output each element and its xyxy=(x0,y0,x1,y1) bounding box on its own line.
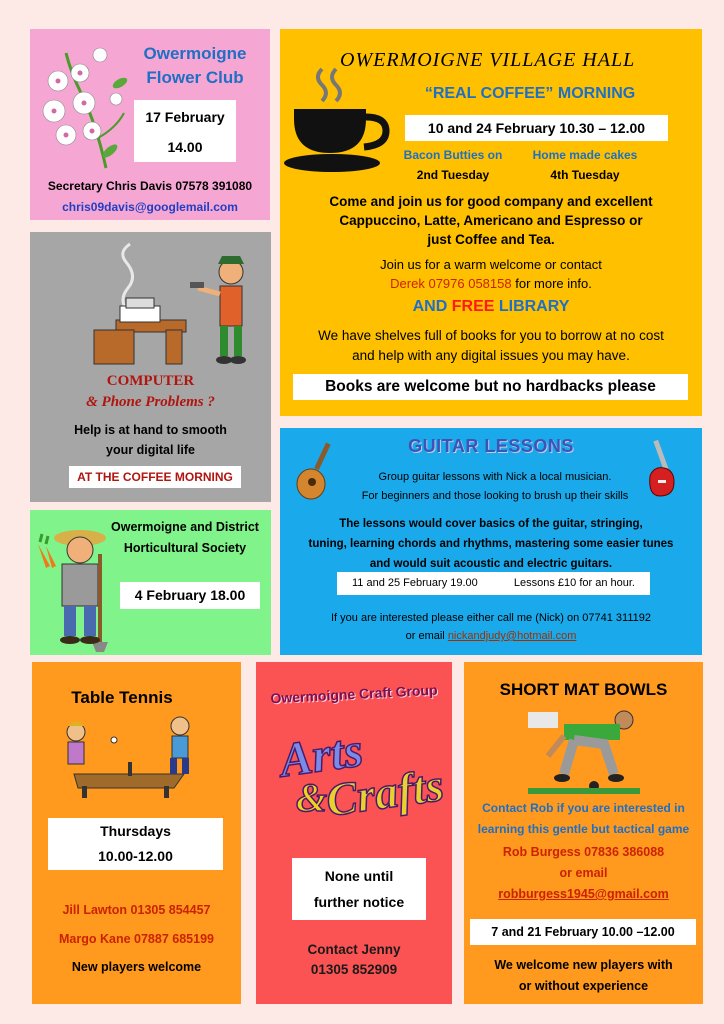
library-free: FREE xyxy=(451,298,495,315)
guitar-intro-1: Group guitar lessons with Nick a local musician. xyxy=(378,471,612,483)
bowls-email-link[interactable]: robburgess1945@gmail.com xyxy=(498,887,669,901)
computer-title-2: & Phone Problems ? xyxy=(86,394,215,410)
coffee-morning-subtitle: “REAL COFFEE” MORNING xyxy=(424,85,636,102)
craft-notice-box xyxy=(292,858,426,920)
cakes-day: 4th Tuesday xyxy=(550,168,620,182)
bowls-welcome-1: We welcome new players with xyxy=(494,958,673,972)
flower-club-title-1: Owermoigne xyxy=(143,44,247,63)
guitar-price: Lessons £10 for an hour. xyxy=(513,577,635,589)
village-hall-title: OWERMOIGNE VILLAGE HALL xyxy=(340,49,636,71)
horticultural-panel xyxy=(30,510,271,655)
table-tennis-title: Table Tennis xyxy=(71,688,173,707)
computer-banner: AT THE COFFEE MORNING xyxy=(69,466,241,488)
computer-panel xyxy=(30,232,271,502)
guitar-dates: 11 and 25 February 19.00 xyxy=(352,577,478,589)
bowls-phone: Rob Burgess 07836 386088 xyxy=(502,845,665,859)
guitar-desc-1: The lessons would cover basics of the guitar, stringing, xyxy=(339,518,643,530)
gardener-icon xyxy=(34,514,110,654)
hort-title-1: Owermoigne and District xyxy=(111,520,259,534)
flower-club-date: 17 February xyxy=(145,109,225,125)
computer-help-2: your digital life xyxy=(106,443,195,457)
books-notice: Books are welcome but no hardbacks please xyxy=(293,374,688,400)
coffee-cup-icon xyxy=(282,65,392,183)
craft-notice-1: None until xyxy=(324,868,394,884)
library-and: AND xyxy=(412,298,452,315)
guitar-intro-2: For beginners and those looking to brush up their skills xyxy=(361,490,629,502)
flower-club-email[interactable]: chris09davis@googlemail.com xyxy=(62,200,238,214)
crafts-word: Crafts xyxy=(323,759,447,826)
flower-club-date-box xyxy=(134,100,236,162)
hort-date: 4 February 18.00 xyxy=(120,582,260,609)
intro-line-2: Cappuccino, Latte, Americano and Espresso or xyxy=(339,213,643,228)
guitar-contact-or: or email xyxy=(405,630,448,642)
guitar-title: GUITAR LESSONS xyxy=(408,436,574,456)
table-tennis-panel xyxy=(32,662,241,1004)
bowls-or-email: or email xyxy=(559,866,608,880)
computer-frustration-icon xyxy=(86,242,266,370)
village-hall-panel xyxy=(280,29,702,416)
library-word: LIBRARY xyxy=(494,298,570,315)
bowls-title: SHORT MAT BOWLS xyxy=(499,680,668,699)
hort-title-2: Horticultural Society xyxy=(123,541,247,555)
guitar-desc-2: tuning, learning chords and rhythms, mastering some easier tunes xyxy=(308,538,674,550)
coffee-morning-dates: 10 and 24 February 10.30 – 12.00 xyxy=(405,115,668,141)
guitar-contact-1: If you are interested please either call me (Nick) on 07741 311192 xyxy=(331,612,651,624)
computer-title-1: COMPUTER xyxy=(106,373,195,389)
craft-contact-phone: 01305 852909 xyxy=(310,962,398,977)
computer-help-1: Help is at hand to smooth xyxy=(74,423,227,437)
bowls-welcome-2: or without experience xyxy=(518,979,649,993)
table-tennis-day: Thursdays xyxy=(100,823,171,839)
and-word: & xyxy=(296,775,328,820)
free-library-heading xyxy=(280,298,702,316)
table-tennis-icon xyxy=(54,710,214,800)
intro-line-3: just Coffee and Tea. xyxy=(427,232,555,247)
flower-icon xyxy=(36,33,136,173)
table-tennis-contact-1: Jill Lawton 01305 854457 xyxy=(62,903,211,917)
guitar-desc-3: and would suit acoustic and electric guitars. xyxy=(369,558,613,570)
intro-line-1: Come and join us for good company and excellent xyxy=(329,194,653,209)
table-tennis-time-box xyxy=(48,818,223,870)
craft-contact-label: Contact Jenny xyxy=(307,942,401,957)
flower-club-panel xyxy=(30,29,270,220)
flower-club-title-2: Flower Club xyxy=(146,68,244,87)
bacon-day: 2nd Tuesday xyxy=(416,168,490,182)
table-tennis-contact-2: Margo Kane 07887 685199 xyxy=(59,932,214,946)
bowls-player-icon xyxy=(524,706,644,796)
bowls-contact-2: learning this gentle but tactical game xyxy=(477,822,690,836)
guitar-dates-box xyxy=(337,572,650,595)
library-line-1: We have shelves full of books for you to borrow at no cost xyxy=(318,328,664,343)
library-line-2: and help with any digital issues you may have. xyxy=(352,348,630,363)
cakes-label: Home made cakes xyxy=(532,148,638,162)
bowls-panel xyxy=(464,662,703,1004)
flower-club-time: 14.00 xyxy=(167,139,203,155)
bacon-label: Bacon Butties on xyxy=(403,148,503,162)
bowls-dates: 7 and 21 February 10.00 –12.00 xyxy=(470,919,696,945)
acoustic-guitar-icon xyxy=(294,440,336,502)
guitar-panel xyxy=(280,428,702,655)
derek-contact: Derek 07976 058158 xyxy=(390,276,512,291)
craft-notice-2: further notice xyxy=(313,894,405,910)
welcome-line-1: Join us for a warm welcome or contact xyxy=(380,257,602,272)
table-tennis-time: 10.00-12.00 xyxy=(98,848,173,864)
flower-club-secretary: Secretary Chris Davis 07578 391080 xyxy=(47,179,253,193)
craft-title: Owermoigne Craft Group xyxy=(270,681,438,707)
guitar-email-link[interactable]: nickandjudy@hotmail.com xyxy=(447,630,577,642)
bowls-contact-1: Contact Rob if you are interested in xyxy=(482,801,685,815)
arts-word: Arts xyxy=(276,723,367,788)
table-tennis-welcome: New players welcome xyxy=(71,960,202,974)
craft-panel xyxy=(256,662,452,1004)
welcome-suffix: for more info. xyxy=(511,276,592,291)
